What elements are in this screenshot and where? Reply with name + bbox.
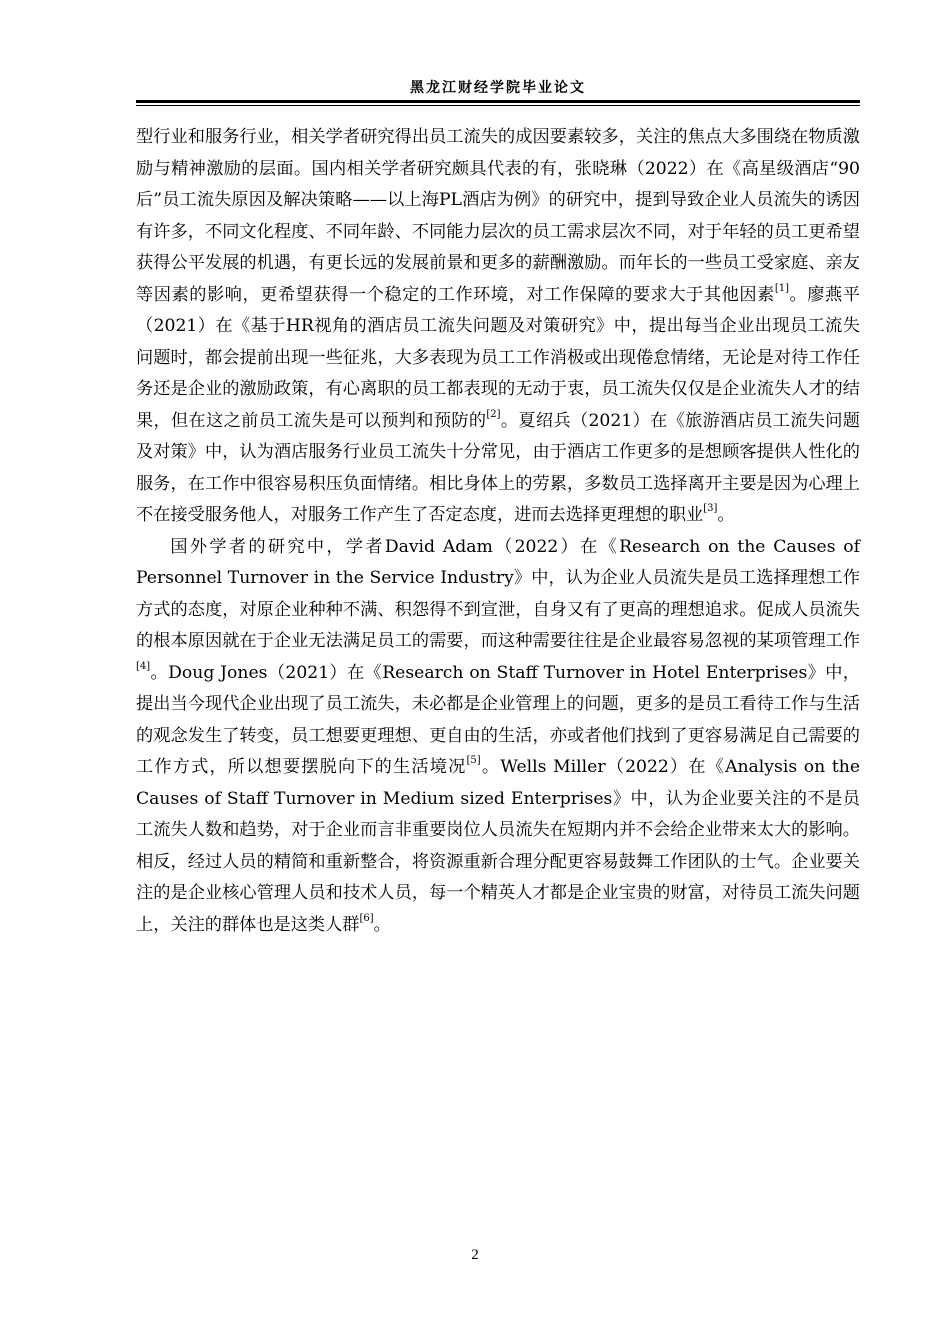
paragraph-domestic-research — [136, 122, 860, 532]
page-header-title: 黑龙江财经学院毕业论文 — [410, 80, 586, 96]
text-segment: 。 — [717, 505, 735, 525]
text-segment: 。Wells Miller（2022）在《Analysis on the Causes of Staff Turnover in Medium sized Enterprises》中，认为企业要关注的不是员工流失人数和趋势，对于企业而言非重要岗位人员流失在短期内并不会给企业带来太大的影响。相反，经过人员的精简和重新整合，将资源重新合理分配更容易鼓舞工作团队的士气。企业要关注的是企业核心管理人员和技术人员，每一个精英人才都是企业宝贵的财富，对待员工流失问题上，关注的群体也是这类人群 — [136, 757, 860, 935]
citation-1: [1] — [774, 282, 789, 294]
text-segment: 国外学者的研究中，学者David Adam（2022）在《Research on the Causes of Personnel Turnover in the Service Industry》中，认为企业人员流失是员工选择理想工作方式的态度，对原企业种种不满、积怨得不到宣泄，自身又有了更高的理想追求。促成人员流失的根本原因就在于企业无法满足员工的需要，而这种需要往往是企业最容易忽视的某项管理工作 — [136, 536, 860, 651]
text-segment: 。Doug Jones（2021）在《Research on Staff Turnover in Hotel Enterprises》中，提出当今现代企业出现了员工流失，未必都是企业管理上的问题，更多的是员工看待工作与生活的观念发生了转变，员工想要更理想、更自由的生活，亦或者他们找到了更容易满足自己需要的工作方式，所以想要摆脱向下的生活境况 — [136, 662, 860, 777]
header-rule-thick — [136, 100, 860, 103]
citation-5: [5] — [466, 755, 481, 767]
citation-4: [4] — [136, 660, 151, 672]
body-text — [136, 122, 860, 941]
text-segment: 。廖燕平（2021）在《基于HR视角的酒店员工流失问题及对策研究》中，提出每当企业出现员工流失问题时，都会提前出现一些征兆，大多表现为员工工作消极或出现倦怠情绪，无论是对待工作任务还是企业的激励政策，有心离职的员工都表现的无动于衷，员工流失仅仅是企业流失人才的结果，但在这之前员工流失是可以预判和预防的 — [136, 284, 860, 431]
page-number: 2 — [471, 1247, 479, 1263]
header-rule-thin — [136, 105, 860, 106]
text-segment: 。夏绍兵（2021）在《旅游酒店员工流失问题及对策》中，认为酒店服务行业员工流失十分常见，由于酒店工作更多的是想顾客提供人性化的服务，在工作中很容易积压负面情绪。相比身体上的劳累，多数员工选择离开主要是因为心理上不在接受服务他人，对服务工作产生了否定态度，进而去选择更理想的职业 — [136, 410, 860, 525]
citation-6: [6] — [359, 912, 374, 924]
citation-2: [2] — [486, 408, 501, 420]
citation-3: [3] — [703, 503, 718, 515]
paragraph-foreign-research — [136, 532, 860, 942]
text-segment: 。 — [373, 914, 391, 935]
text-segment: 型行业和服务行业，相关学者研究得出员工流失的成因要素较多，关注的焦点大多围绕在物质激励与精神激励的层面。国内相关学者研究颇具代表的有，张晓琳（2022）在《高星级酒店“90后”员工流失原因及解决策略——以上海PL酒店为例》的研究中，提到导致企业人员流失的诱因有许多，不同文化程度、不同年龄、不同能力层次的员工需求层次不同，对于年轻的员工更希望获得公平发展的机遇，有更长远的发展前景和更多的薪酬激励。而年长的一些员工受家庭、亲友等因素的影响，更希望获得一个稳定的工作环境，对工作保障的要求大于其他因素 — [136, 127, 860, 305]
